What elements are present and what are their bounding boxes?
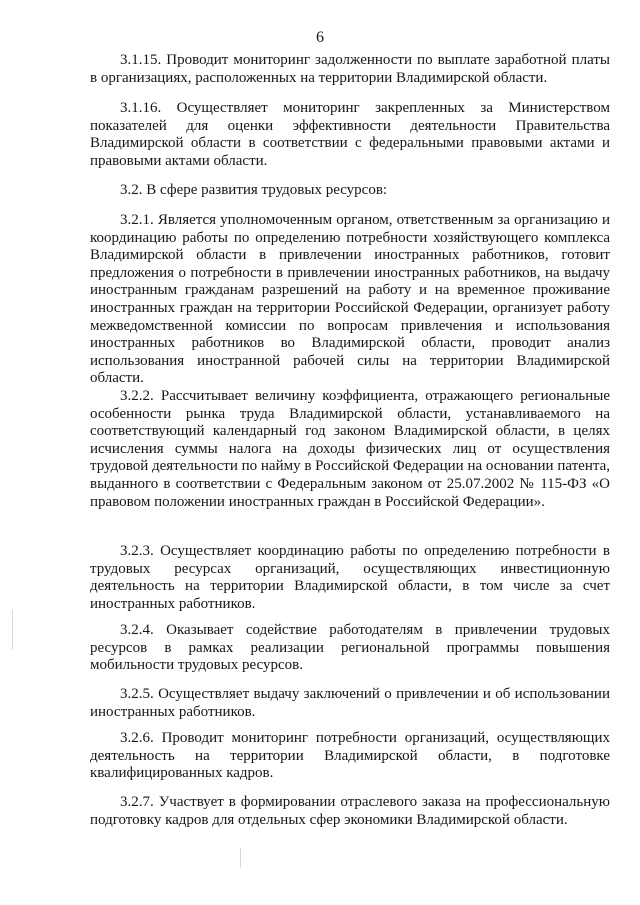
paragraph-3-2-3: 3.2.3. Осуществляет координацию работы по определению потребности в трудовых ресурсах организаций, осуществляющих инвестиционную деятельность на территории Владимирской области, в том числе за счет иностранных работников. [90,543,610,612]
paragraph-3-2-7: 3.2.7. Участвует в формировании отраслевого заказа на профессиональную подготовку кадров для отдельных сфер экономики Владимирской области. [90,794,610,828]
page-number: 6 [316,29,324,46]
paragraph-3-1-16: 3.1.16. Осуществляет мониторинг закрепленных за Министерством показателей для оценки эффективности деятельности Правительства Владимирской области в соответствии с федеральными правовыми актами и правовыми актами области. [90,100,610,169]
scan-dust-mark [240,848,241,868]
scan-margin-mark [12,610,13,650]
paragraph-3-2-6: 3.2.6. Проводит мониторинг потребности организаций, осуществляющих деятельность на территории Владимирской области, в подготовке квалифицированных кадров. [90,730,610,782]
section-heading-3-2: 3.2. В сфере развития трудовых ресурсов: [120,182,388,198]
paragraph-3-2-1: 3.2.1. Является уполномоченным органом, ответственным за организацию и координацию работы по определению потребности хозяйствующего комплекса Владимирской области в привлечении иностранных работников, готовит предложения о потребности в привлечении иностранных работников, на выдачу иностранным гражданам разрешений на работу и на временное проживание иностранных граждан на территории Российской Федерации, организует работу межведомственной комиссии по вопросам привлечения и использования иностранных работников во Владимирской области, проводит анализ использования иностранной рабочей силы на территории Владимирской области. [90,212,610,387]
paragraph-3-2-5: 3.2.5. Осуществляет выдачу заключений о привлечении и об использовании иностранных работников. [90,686,610,720]
paragraph-3-2-2: 3.2.2. Рассчитывает величину коэффициента, отражающего региональные особенности рынка труда Владимирской области, устанавливаемого на соответствующий календарный год законом Владимирской области, в целях исчисления суммы налога на доходы физических лиц от осуществления трудовой деятельности по найму в Российской Федерации на основании патента, выданного в соответствии с Федеральным законом от 25.07.2002 № 115-ФЗ «О правовом положении иностранных граждан в Российской Федерации». [90,388,610,510]
paragraph-3-2-4: 3.2.4. Оказывает содействие работодателям в привлечении трудовых ресурсов в рамках реализации региональной программы повышения мобильности трудовых ресурсов. [90,622,610,674]
paragraph-3-1-15: 3.1.15. Проводит мониторинг задолженности по выплате заработной платы в организациях, расположенных на территории Владимирской области. [90,52,610,86]
